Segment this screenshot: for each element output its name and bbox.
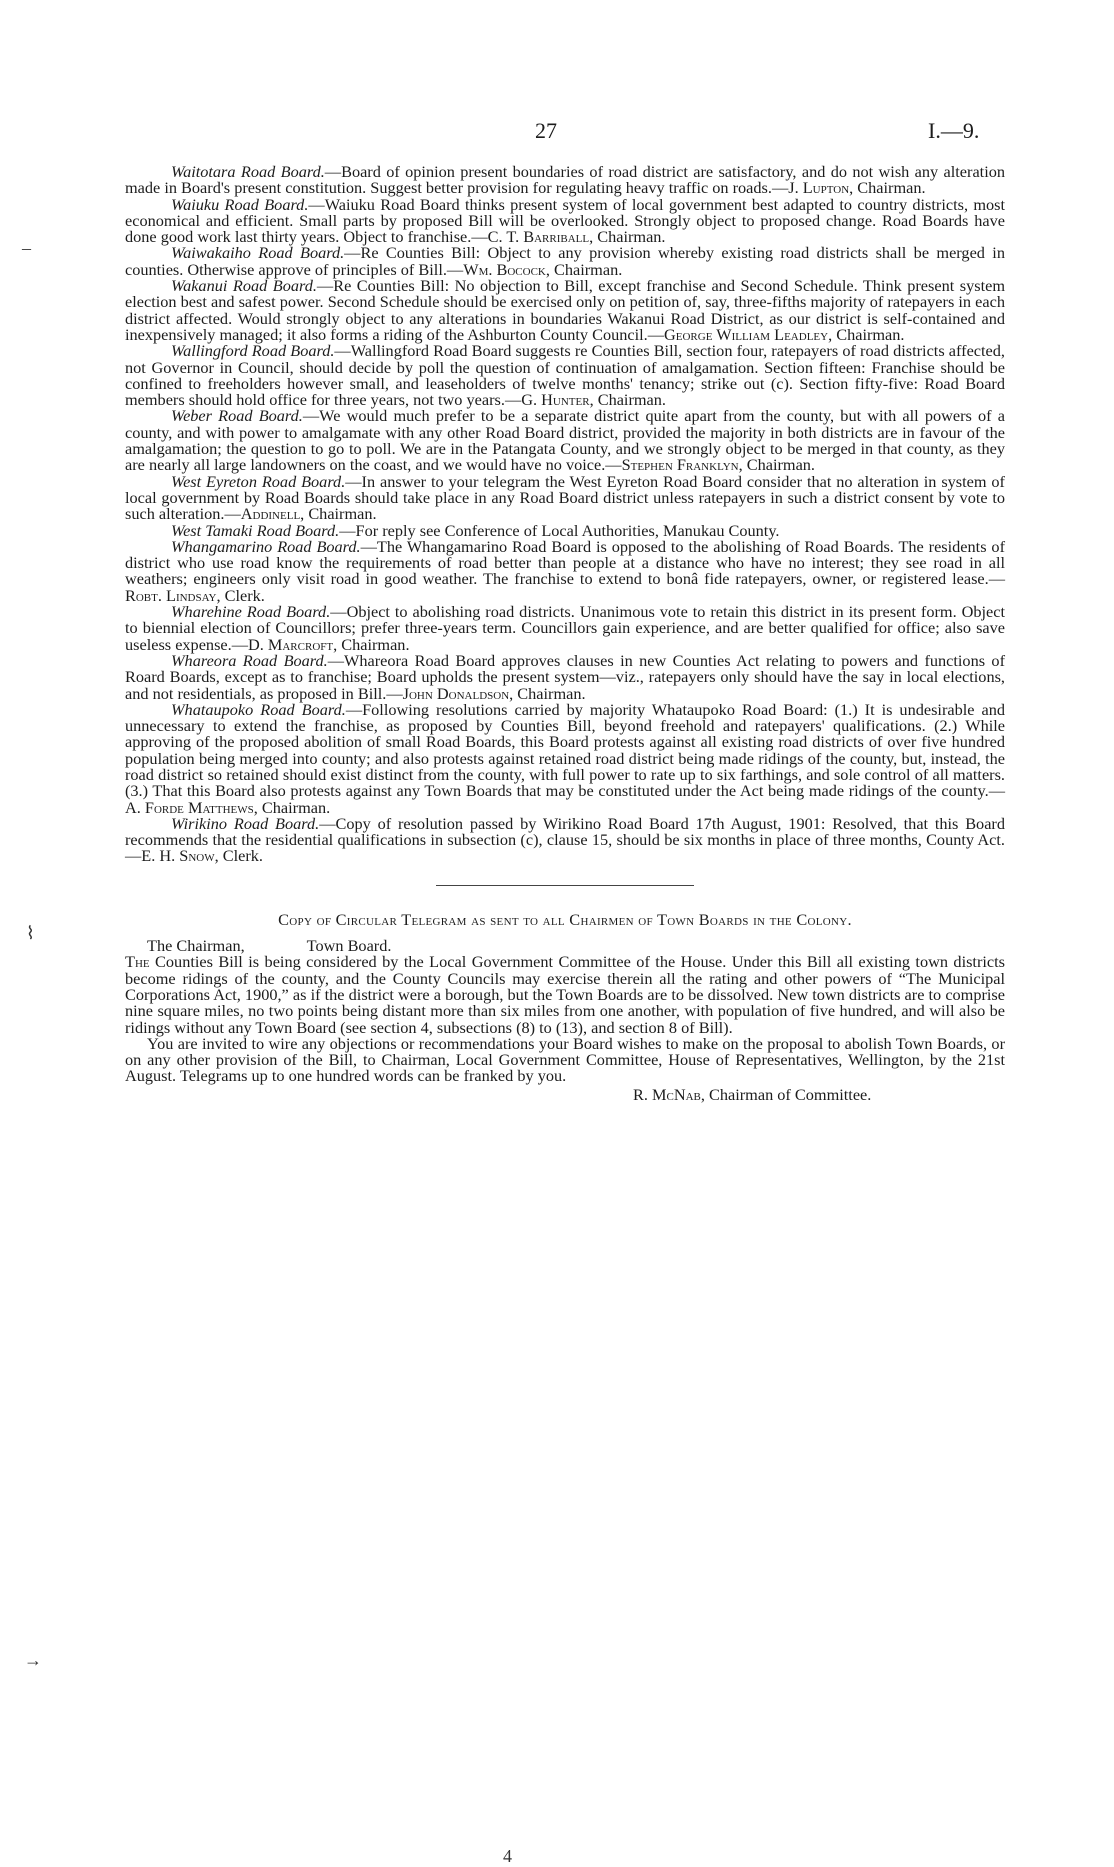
board-name: West Eyreton Road Board.	[171, 471, 346, 491]
reply-text: —The Whangamarino Road Board is opposed to the abolishing of Road Boards. The residents of district who use road know the requirements of road better than people at a distance who have no interest; they see road in all weathers; engineers only visit road in good weather. The franchise to extend to bonâ fide ratepayers, owner, or registered lease.—	[125, 536, 1005, 589]
signer-name: Marcroft	[267, 634, 334, 654]
circular-paragraph	[125, 954, 1005, 1035]
signature-role: , Chairman of Committee.	[700, 1084, 872, 1104]
signer-role: , Chairman.	[589, 227, 666, 247]
margin-mark: ⌇	[26, 923, 35, 943]
reply-text: —We would much prefer to be a separate district quite apart from the county, but with all powers of a county, and with power to amalgamate with any other Road Board district, provided the majority in both districts are in favour of the amalgamation; the question to go to poll. We are in the Patangata County, and we strongly object to be merged in that county, as they are nearly all large landowners on the coast, and we would have no voice.—	[125, 406, 1005, 475]
page-header	[0, 118, 1114, 148]
signer-role: , Chairman.	[545, 259, 623, 279]
board-name: Wakanui Road Board.	[171, 276, 317, 296]
signer-name: John Donaldson	[402, 683, 510, 703]
signer-name: Snow	[179, 846, 215, 866]
board-reply-entry	[125, 471, 1005, 524]
signer-role: , Clerk.	[216, 585, 265, 605]
board-reply-entry	[125, 813, 1005, 866]
circular-title: Copy of Circular Telegram as sent to all Chairmen of Town Boards in the Colony.	[278, 909, 852, 929]
reply-text: —Waiuku Road Board thinks present system of local government best adapted to country districts, most economical and efficient. Small parts by proposed Bill will be overlooked. Strongly object to proposed change. Road Boards have done good work last thirty years. Object to franchise.—	[125, 194, 1005, 247]
board-name: Whangamarino Road Board.	[171, 536, 361, 556]
signature-name: McNab	[652, 1084, 701, 1104]
document-reference: I.—9.	[928, 118, 980, 143]
signer-name: Lupton	[802, 178, 850, 198]
signer-role: , Chairman.	[589, 390, 666, 410]
board-reply-entry	[125, 604, 1005, 653]
board-name: West Tamaki Road Board.	[171, 520, 340, 540]
signature-initial: R.	[633, 1084, 653, 1104]
paragraph-text: Counties Bill is being considered by the Local Government Committee of the House. Under this Bill all existing town districts become ridings of the county, and the County Councils may exercise therein all the rating and other powers of “The Municipal Corporations Act, 1900,” as if the district were a borough, but the Town Boards are to be dissolved. New town districts are to comprise nine square miles, no two points being distant more than six miles from one another, with population of five hundred, and will also be ridings without any Town Board (see section 4, subsections (8) to (13), and section 8 of Bill).	[125, 952, 1005, 1037]
board-name: Waiwakaiho Road Board.	[171, 243, 345, 263]
reply-text: —Re Counties Bill: Object to any provision whereby existing road districts shall be merged in counties. Otherwise approve of principles of Bill.—	[125, 243, 1005, 279]
signer-role: , Chairman.	[828, 324, 905, 344]
board-name: Waitotara Road Board.	[171, 162, 325, 181]
paragraph-lead-word: The	[125, 952, 150, 972]
reply-text: —Board of opinion present boundaries of road district are satisfactory, and do not wish any alteration made in Board's present constitution. Suggest better provision for regulating heavy traffic on roads.—	[125, 162, 1005, 198]
board-name: Weber Road Board.	[171, 406, 303, 426]
board-name: Wharehine Road Board.	[171, 602, 331, 622]
reply-text: —Following resolutions carried by majority Whataupoko Road Board: (1.) It is undesirable and unnecessary to extend the franchise, as proposed by Counties Bill, beyond freehold and ratepayers' qualifications. (2.) While approving of the proposed abolition of small Road Boards, this Board protests against all existing road districts of over five hundred population being merged into county; and also protests against retained road district being made ridings of the county, but, instead, the road district so retained should exist distinct from the county, with full power to rate up to six farthings, and sole control of all matters. (3.) That this Board also protests against any Town Boards that may be constituted under the Act being made ridings of the county.—	[125, 699, 1005, 801]
margin-mark: –	[22, 238, 31, 258]
signer-name: Addinell	[240, 504, 301, 524]
signer-role: , Chairman.	[509, 683, 586, 703]
signer-name: Robt. Lindsay	[125, 585, 217, 605]
board-reply-entry	[125, 343, 1005, 408]
page-number: 27	[535, 118, 557, 143]
signer-name: Barriball	[523, 227, 590, 247]
margin-mark: 4	[503, 1846, 512, 1866]
circular-signature	[125, 1084, 1005, 1104]
board-reply-entry	[125, 164, 1005, 197]
signer-name: Hunter	[541, 390, 590, 410]
addressee-left: The Chairman,	[147, 936, 245, 956]
road-board-replies	[125, 164, 1005, 865]
section-divider	[436, 885, 694, 886]
board-reply-entry	[125, 408, 1005, 473]
board-name: Wallingford Road Board.	[171, 341, 335, 361]
signer-name: Wm. Bocock	[463, 259, 546, 279]
board-reply-entry	[125, 194, 1005, 247]
board-name: Waiuku Road Board.	[171, 194, 309, 214]
document-body	[125, 164, 1005, 1103]
signer-initial: J.	[788, 178, 803, 198]
signer-role: , Chairman.	[333, 634, 410, 654]
signer-initial: C. T.	[487, 227, 524, 247]
reply-text: —For reply see Conference of Local Authorities, Manukau County.	[339, 520, 780, 540]
signer-initial: A.	[125, 797, 145, 817]
reply-text: —Whareora Road Board approves clauses in new Counties Act relating to powers and functions of Roard Boards, except as to franchise; Board upholds the present system—viz., ratepayers only should have the say in local elections, and not residentials, as proposed in Bill.—	[125, 650, 1005, 703]
addressee-right: Town Board.	[306, 936, 392, 956]
signer-role: , Chairman.	[849, 178, 926, 198]
board-reply-entry	[125, 245, 1005, 278]
reply-text: —Re Counties Bill: No objection to Bill, except franchise and Second Schedule. Think present system election best and safest power. Second Schedule should be exercised only on petition of, say, three-fifths majority of ratepayers in each district affected. Would strongly object to any alterations in boundaries Wakanui Road District, as our district is self-contained and inexpensively managed; it also forms a riding of the Ashburton County Council.—	[125, 276, 1005, 344]
board-reply-entry	[125, 650, 1005, 703]
margin-mark: →	[24, 1650, 42, 1670]
signer-name: Forde Matthews	[144, 797, 254, 817]
board-name: Wirikino Road Board.	[171, 813, 320, 833]
board-reply-entry	[125, 699, 1005, 817]
signer-role: , Clerk.	[214, 846, 263, 866]
signer-name: Stephen Franklyn	[621, 455, 739, 475]
signer-role: , Chairman.	[253, 797, 331, 817]
circular-paragraph: You are invited to wire any objections or recommendations your Board wishes to make on the proposal to abolish Town Boards, or on any other provision of the Bill, to Chairman, Local Government Committee, House of Representatives, Wellington, by the 21st August. Telegrams up to one hundred words can be franked by you.	[125, 1033, 1005, 1086]
signer-role: , Chairman.	[738, 455, 816, 475]
board-name: Whataupoko Road Board.	[171, 699, 346, 719]
signer-name: George William Leadley	[664, 324, 829, 344]
board-name: Whareora Road Board.	[171, 650, 328, 670]
reply-text: —Copy of resolution passed by Wirikino Road Board 17th August, 1901: Resolved, that this Board recommends that the residential qualifications in subsection (c), clause 15, should be six months in place of three months, County Act.—E. H.	[125, 813, 1005, 866]
board-reply-entry	[125, 278, 1005, 343]
reply-text: —In answer to your telegram the West Eyreton Road Board consider that no alteration in system of local government by Road Boards should take place in any Road Board district unless ratepayers in such a district consent by vote to such alteration.—	[125, 471, 1005, 524]
signer-role: , Chairman.	[300, 504, 377, 524]
signer-initial: G.	[521, 390, 542, 410]
reply-text: —Wallingford Road Board suggests re Counties Bill, section four, ratepayers of road districts affected, not Governor in Council, should decide by poll the question of continuation of amalgamation. Section fifteen: Franchise should be confined to freeholders however small, and leaseholders of twelve months' tenancy; strike out (c). Section fifty-five: Road Board members should hold office for three years, not two years.—	[125, 341, 1005, 410]
reply-text: —Object to abolishing road districts. Unanimous vote to retain this district in its present form. Object to biennial election of Councillors; prefer three-years term. Councillors gain experience, and are better qualified for office; also save useless expense.—D.	[125, 602, 1005, 654]
board-reply-entry	[125, 536, 1005, 605]
